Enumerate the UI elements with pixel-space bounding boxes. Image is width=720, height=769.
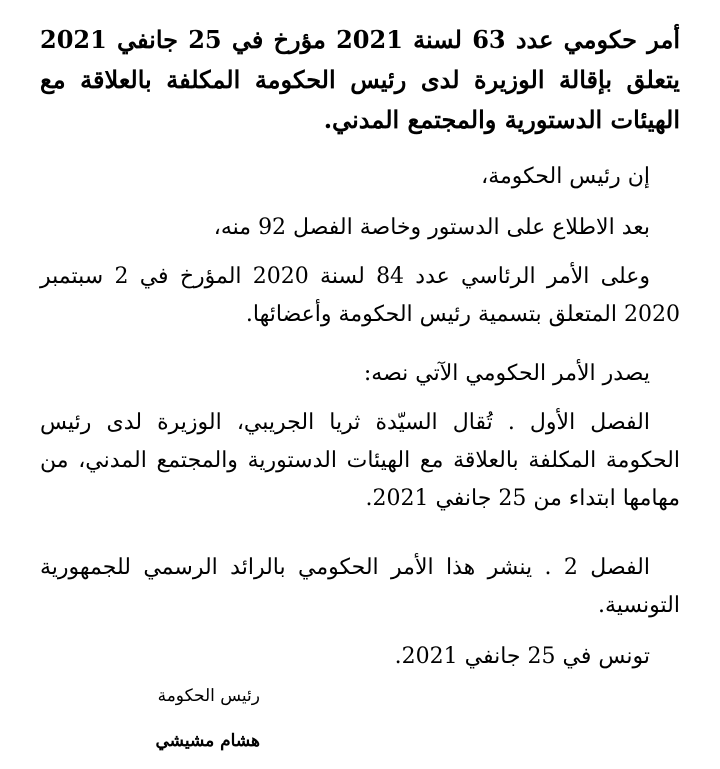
signatory-title: رئيس الحكومة [157, 686, 260, 706]
article-2: الفصل 2 . ينشر هذا الأمر الحكومي بالرائد الرسمي للجمهورية التونسية. [40, 555, 680, 618]
signatory-name: هشام مشيشي [155, 731, 260, 751]
preamble-authority: إن رئيس الحكومة، [481, 164, 650, 189]
enacting-clause: يصدر الأمر الحكومي الآتي نصه: [363, 361, 650, 386]
preamble-constitution: بعد الاطلاع على الدستور وخاصة الفصل 92 منه، [213, 215, 650, 240]
preamble-presidential-order: وعلى الأمر الرئاسي عدد 84 لسنة 2020 المؤرخ في 2 سبتمبر 2020 المتعلق بتسمية رئيس الحكومة وأعضائها. [40, 264, 680, 327]
decree-title: أمر حكومي عدد 63 لسنة 2021 مؤرخ في 25 جانفي 2021 يتعلق بإقالة الوزيرة لدى رئيس الحكومة المكلفة بالعلاقة مع الهيئات الدستورية والمجتمع المدني. [40, 25, 680, 134]
article-1: الفصل الأول . تُقال السيّدة ثريا الجريبي، الوزيرة لدى رئيس الحكومة المكلفة بالعلاقة مع الهيئات الدستورية والمجتمع المدني، من مهامها ابتداء من 25 جانفي 2021. [40, 410, 680, 511]
place-and-date: تونس في 25 جانفي 2021. [394, 644, 650, 669]
